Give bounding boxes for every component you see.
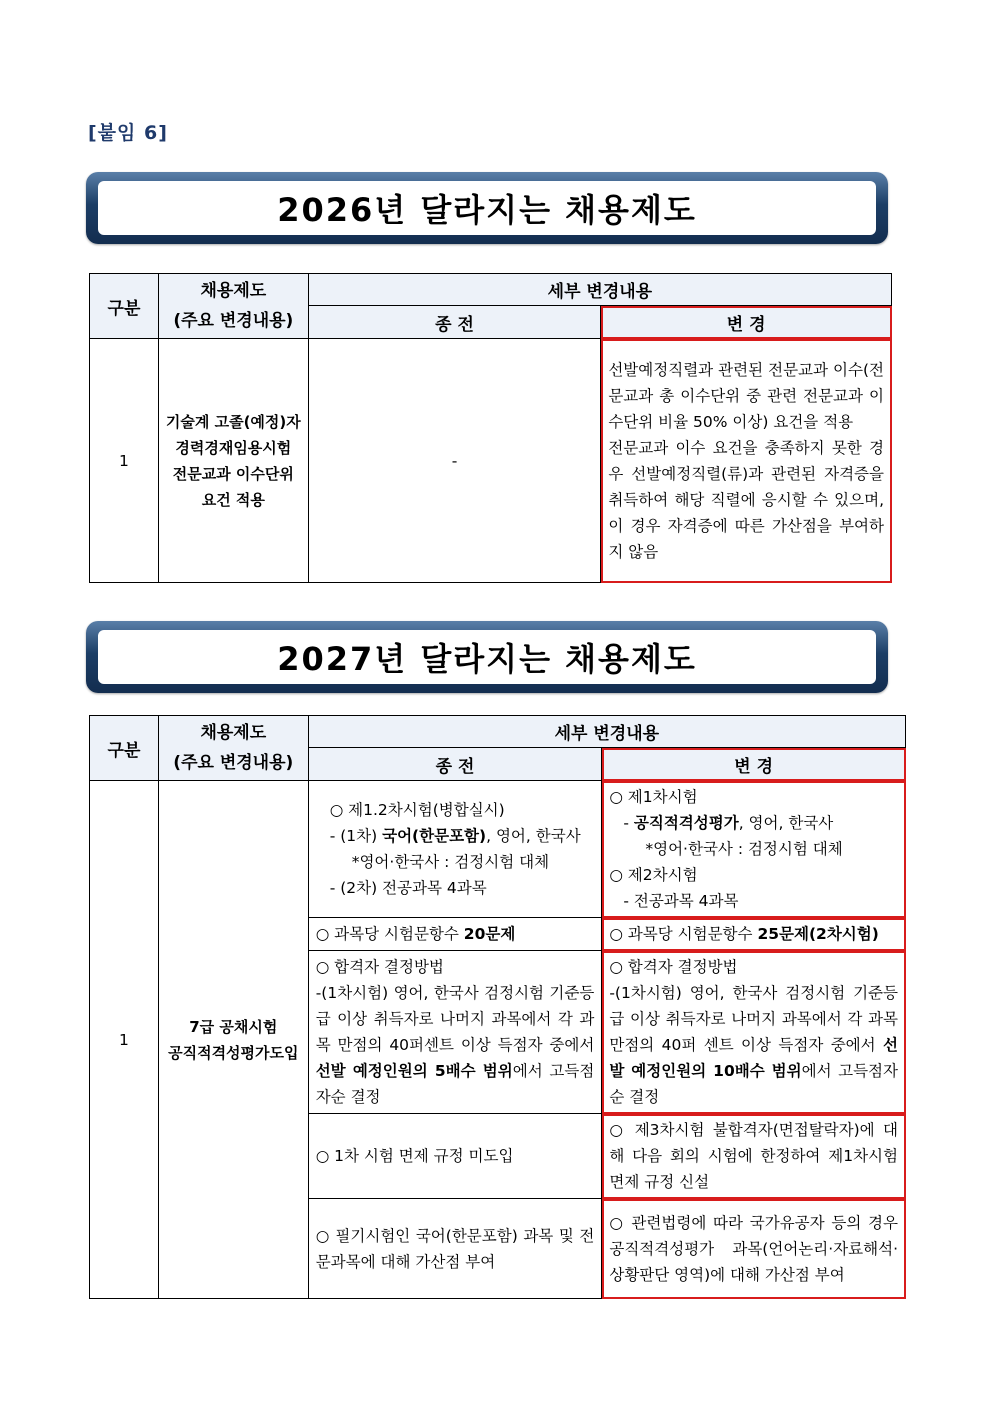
row-number: 1 <box>90 339 159 583</box>
header-system-line2: (주요 변경내용) <box>173 311 294 331</box>
text-span-bold: 선발 예정인원의 10배수 범위 <box>609 1036 898 1080</box>
exemption-after: ○ 제3차시험 불합격자(면접탈락자)에 대해 다음 회의 시험에 한정하여 제1차시험 면제 규정 신설 <box>602 1114 906 1199</box>
text-span-bold: 선발 예정인원의 5배수 범위 <box>315 1062 513 1080</box>
text-span: -(1차시험) 영어, 한국사 검정시험 기준등급 이상 취득자로 나머지 과목에서 각 과목 만점의 40퍼센트 이상 득점자 중에서 <box>315 984 595 1054</box>
text-span: ○ 과목당 시험문항수 <box>315 925 464 943</box>
header-after: 변 경 <box>601 306 892 339</box>
text-span: , 영어, 한국사 <box>486 827 581 845</box>
header-system <box>158 274 308 339</box>
bonus-points-before: ○ 필기시험인 국어(한문포함) 과목 및 전문과목에 대해 가산점 부여 <box>308 1199 602 1299</box>
question-count-before <box>308 918 602 951</box>
text-line: ○ 제1차시험 <box>609 788 698 806</box>
header-system-line2: (주요 변경내용) <box>173 753 294 773</box>
text-line: ○ 제1.2차시험(병합실시) <box>329 801 505 819</box>
attachment-label: [붙임 6] <box>88 122 168 144</box>
header-category: 구분 <box>90 274 159 339</box>
exemption-before: ○ 1차 시험 면제 규정 미도입 <box>308 1114 602 1199</box>
header-details: 세부 변경내용 <box>308 274 891 306</box>
pass-method-before <box>308 951 602 1114</box>
header-category: 구분 <box>90 716 159 781</box>
text-line <box>609 810 898 836</box>
row-number: 1 <box>90 781 159 1299</box>
text-line: ○ 합격자 결정방법 <box>609 958 738 976</box>
header-system-line1: 채용제도 <box>200 281 267 301</box>
header-after: 변 경 <box>602 748 906 781</box>
text-line <box>316 823 595 849</box>
after-paragraph-1: 선발예정직렬과 관련된 전문교과 이수(전문교과 총 이수단위 중 관련 전문교과 이수단위 비율 50% 이상) 요건을 적용 <box>608 360 884 431</box>
text-line: ○ 합격자 결정방법 <box>315 958 444 976</box>
bonus-points-after: ○ 관련법령에 따라 국가유공자 등의 경우 공직적격성평가 과목(언어논리·자료해석·상황판단 영역)에 대해 가산점 부여 <box>602 1199 906 1299</box>
row-title <box>158 339 308 583</box>
section1-banner <box>86 172 888 244</box>
section2-table <box>89 715 906 1299</box>
row-title-line: 경력경재임용시험 <box>175 438 292 457</box>
text-span: , 영어, 한국사 <box>738 814 834 832</box>
text-span: - <box>623 814 634 832</box>
text-line: - (2차) 전공과목 4과목 <box>329 879 487 897</box>
header-system <box>158 716 308 781</box>
pass-method-after <box>602 951 906 1114</box>
row-title-line: 7급 공채시험 <box>189 1017 278 1036</box>
text-span-bold: 공직적격성평가 <box>633 814 739 832</box>
row-title-line: 전문교과 이수단위 <box>172 464 294 483</box>
text-line: *영어·한국사 : 검정시험 대체 <box>645 840 843 858</box>
text-span: - (1차) <box>329 827 383 845</box>
text-line: ○ 제2차시험 <box>609 866 698 884</box>
row-title <box>158 781 308 1299</box>
header-before: 종 전 <box>308 306 601 339</box>
text-span-bold: 25문제(2차시험) <box>757 925 879 943</box>
row-after <box>601 339 892 583</box>
row-title-line: 공직적격성평가도입 <box>168 1043 299 1062</box>
question-count-after <box>602 918 906 951</box>
after-paragraph-2: 전문교과 이수 요건을 충족하지 못한 경우 선발예정직렬(류)과 관련된 자격증을 취득하여 해당 직렬에 응시할 수 있으며, 이 경우 자격증에 따른 가산점을 부여하지 않음 <box>608 438 884 561</box>
row-title-line: 기술계 고졸(예정)자 <box>165 412 301 431</box>
text-span: ○ 과목당 시험문항수 <box>609 925 758 943</box>
row-before: - <box>308 339 601 583</box>
text-paragraph <box>609 980 898 1110</box>
section2-title: 2027년 달라지는 채용제도 <box>98 630 876 684</box>
section1-title: 2026년 달라지는 채용제도 <box>98 181 876 235</box>
text-line: - 전공과목 4과목 <box>623 892 739 910</box>
text-span-bold: 20문제 <box>463 925 516 943</box>
text-span: -(1차시험) 영어, 한국사 검정시험 기준등급 이상 취득자로 나머지 과목에서 각 과목 만점의 40퍼 센트 이상 득점자 중에서 <box>609 984 898 1054</box>
row-title-line: 요건 적용 <box>201 490 265 509</box>
header-before: 종 전 <box>308 748 602 781</box>
text-paragraph <box>316 980 595 1110</box>
text-line: *영어·한국사 : 검정시험 대체 <box>351 853 550 871</box>
header-system-line1: 채용제도 <box>200 723 267 743</box>
section1-table <box>89 273 892 583</box>
text-span: 에서 고득점자순 결정 <box>609 1062 899 1106</box>
text-span-bold: 국어(한문포함) <box>382 827 487 845</box>
exam-structure-after <box>602 781 906 918</box>
text-span: 에서 고득점자순 결정 <box>315 1062 595 1106</box>
header-details: 세부 변경내용 <box>308 716 905 748</box>
exam-structure-before <box>308 781 602 918</box>
section2-banner <box>86 621 888 693</box>
